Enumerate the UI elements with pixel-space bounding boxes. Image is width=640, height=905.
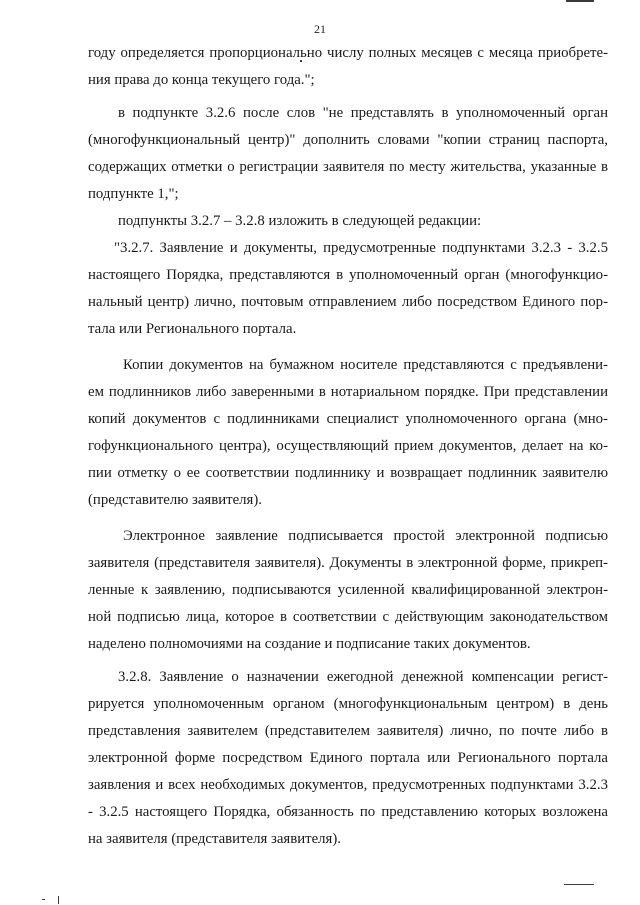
text-line: представления заявителем (представителем заявителя) лично, по почте либо в <box>88 723 608 739</box>
text-line: ем подлинников либо заверенными в нотариальном порядке. При представлении <box>88 384 608 400</box>
text-line: - 3.2.5 настоящего Порядка, обязанность по представлению которых возложена <box>88 804 608 820</box>
scan-mark-bottom-right <box>564 884 594 885</box>
text-line: ния права до конца текущего года."; <box>88 72 315 88</box>
text-line: 3.2.8. Заявление о назначении ежегодной денежной компенсации регист- <box>118 669 608 685</box>
text-line: году определяется пропорционально числу полных месяцев с месяца приобрете- <box>88 45 608 61</box>
text-line: Электронное заявление подписывается простой электронной подписью <box>123 528 608 544</box>
text-line: (представителю заявителя). <box>88 492 262 508</box>
text-line: гофункционального центра), осуществляющий прием документов, делает на ко- <box>88 438 608 454</box>
text-line: заявления и всех необходимых документов, предусмотренных подпунктами 3.2.3 <box>88 777 608 793</box>
text-line: нальный центр) лично, почтовым отправлением либо посредством Единого пор- <box>88 294 608 310</box>
text-line: электронной форме посредством Единого портала или Регионального портала <box>88 750 608 766</box>
text-line: пии отметку о ее соответствии подлиннику и возвращает подлинник заявителю <box>88 465 608 481</box>
text-line: содержащих отметки о регистрации заявителя по месту жительства, указанные в <box>88 159 608 175</box>
text-line: заявителя (представителя заявителя). Документы в электронной форме, прикреп- <box>88 555 608 571</box>
scan-mark-bottom-left <box>58 896 59 904</box>
text-line: настоящего Порядка, представляются в уполномоченный орган (многофункцио- <box>88 267 608 283</box>
text-line: подпункте 1,"; <box>88 186 179 202</box>
text-line: "3.2.7. Заявление и документы, предусмотренные подпунктами 3.2.3 - 3.2.5 <box>114 240 608 256</box>
scan-mark-bottom-left-2 <box>42 899 45 900</box>
text-line: на заявителя (представителя заявителя). <box>88 831 341 847</box>
text-line: рируется уполномоченным органом (многофункциональным центром) в день <box>88 696 608 712</box>
scan-mark-top-right <box>566 0 594 2</box>
text-line: Копии документов на бумажном носителе представляются с предъявлени- <box>123 357 608 373</box>
document-body <box>88 40 608 853</box>
text-line: подпункты 3.2.7 – 3.2.8 изложить в следующей редакции: <box>118 213 482 229</box>
text-line: ной подписью лица, которое в соответствии с действующим законодательством <box>88 609 608 625</box>
text-line: копий документов с подлинниками специалист уполномоченного органа (мно- <box>88 411 608 427</box>
text-line: в подпункте 3.2.6 после слов "не представлять в уполномоченный орган <box>118 105 608 121</box>
text-line: тала или Регионального портала. <box>88 321 297 337</box>
page-number: 21 <box>314 22 326 36</box>
text-line: (многофункциональный центр)" дополнить словами "копии страниц паспорта, <box>88 132 608 148</box>
text-line: наделено полномочиями на создание и подписание таких документов. <box>88 636 531 652</box>
text-line: ленные к заявлению, подписываются усиленной квалифицированной электрон- <box>88 582 608 598</box>
